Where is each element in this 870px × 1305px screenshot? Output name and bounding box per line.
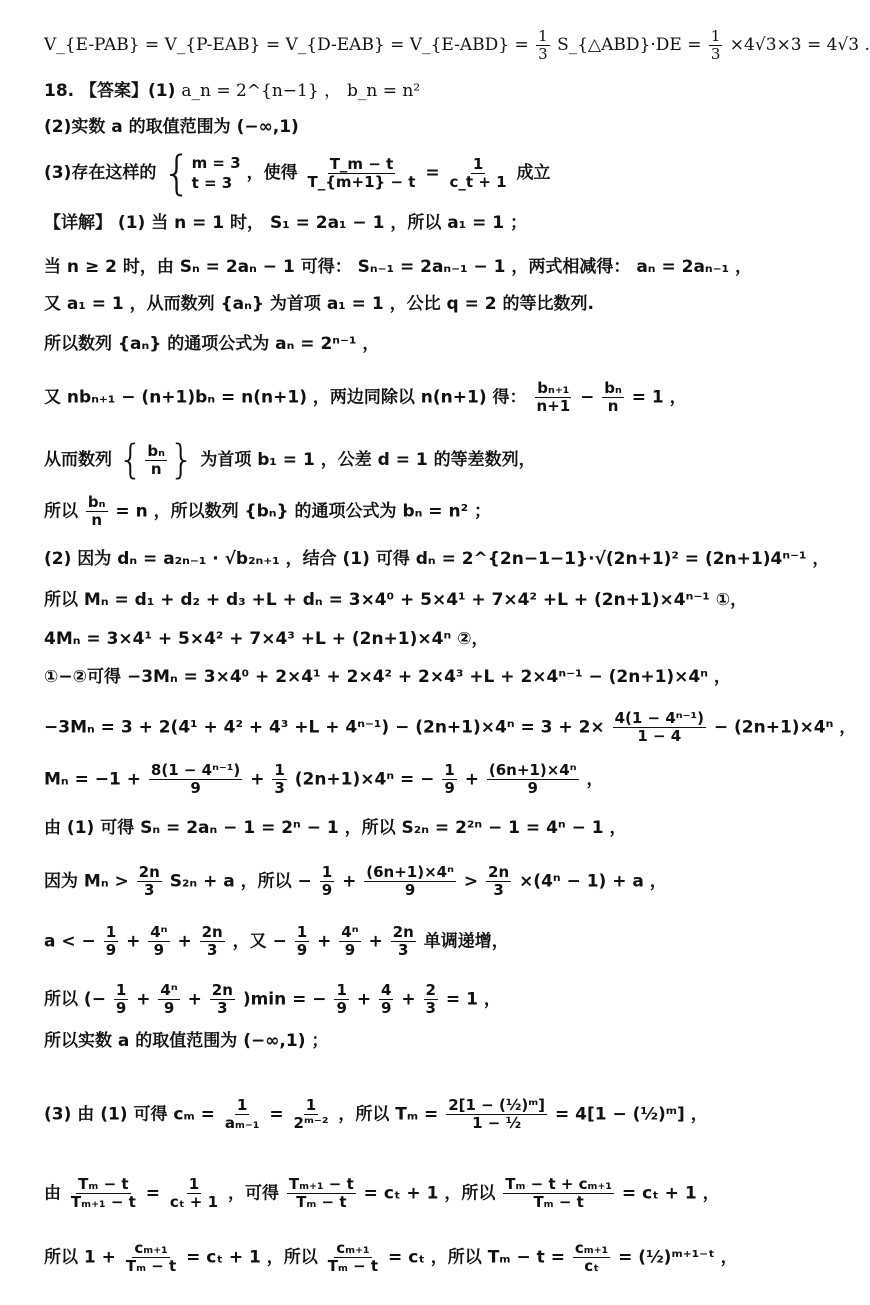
- q18-label: 18. 【答案】(1): [44, 81, 176, 101]
- answer-3-prefix: (3)存在这样的: [44, 163, 157, 183]
- q18-a-formula: a_n = 2^{n−1} ，: [181, 81, 342, 101]
- system-brace: { m = 3 t = 3: [162, 146, 241, 200]
- detail-line-4: 所以数列 {aₙ} 的通项公式为 aₙ = 2ⁿ⁻¹ ，: [44, 334, 380, 354]
- p2-line-11: 所以实数 a 的取值范围为 (−∞,1) ；: [44, 1031, 329, 1051]
- answer-2-line: (2)实数 a 的取值范围为 (−∞,1): [44, 117, 299, 137]
- detail-line-7: 所以 $\frac{\text{bₙ}}{n}$ = n ，所以数列 {bₙ} 的通项公式为 bₙ = n² ；: [44, 493, 491, 529]
- volume-equation-part3: ×4√3×3 = 4√3 .: [729, 35, 870, 55]
- p2-line-9: a < − $\frac{1}{9}$ + $\frac{\text{4ⁿ}}{9}$ + $\frac{2n}{3}$ ，又 − $\frac{1}{9}$ + $\frac{\text{4ⁿ}}{9}$ + $\frac{2n}{3}$ 单调递增，: [44, 923, 509, 959]
- detail-line-3: 又 a₁ = 1 ，从而数列 {aₙ} 为首项 a₁ = 1 ，公比 q = 2 的等比数列.: [44, 294, 594, 314]
- p3-line-2: 由 $\frac{\text{Tₘ − t}}{\text{Tₘ₊₁ − t}}$ = $\frac{1}{\text{cₜ + 1}}$ ，可得 $\frac{\text{Tₘ₊₁ − t}}{\text{Tₘ − t}}$ = cₜ + 1 ，所以 $\frac{\text{Tₘ − t + cₘ₊₁}}{\text{Tₘ − t}}$ = cₜ + 1 ，: [44, 1175, 720, 1211]
- p3-line-1: (3) 由 (1) 可得 cₘ = $\frac{1}{\text{aₘ₋₁}}$ = $\frac{1}{\text{2ᵐ⁻²}}$ ，所以 Tₘ = $\frac{\text{2[1 − (½)ᵐ]}}{\text{1 − ½}}$ = 4[1 − (½)ᵐ] ，: [44, 1096, 708, 1132]
- q18-answer-line: [44, 80, 780, 102]
- p2-line-4: ①−②可得 −3Mₙ = 3×4⁰ + 2×4¹ + 2×4² + 2×4³ +L + 2×4ⁿ⁻¹ − (2n+1)×4ⁿ ，: [44, 667, 731, 687]
- detail-line-1: 【详解】 (1) 当 n = 1 时， S₁ = 2a₁ − 1 ，所以 a₁ = 1 ；: [44, 213, 527, 233]
- p2-line-3: 4Mₙ = 3×4¹ + 5×4² + 7×4³ +L + (2n+1)×4ⁿ ②，: [44, 629, 489, 649]
- p2-line-5: −3Mₙ = 3 + 2(4¹ + 4² + 4³ +L + 4ⁿ⁻¹) − (2n+1)×4ⁿ = 3 + 2× $\frac{\text{4(1 − 4ⁿ⁻¹)}}{1 - 4}$ − (2n+1)×4ⁿ ，: [44, 709, 857, 745]
- p2-line-6: Mₙ = −1 + $\frac{\text{8(1 − 4ⁿ⁻¹)}}{9}$ + $\frac{1}{3}$ (2n+1)×4ⁿ = − $\frac{1}{9}$ + $\frac{\text{(6n+1)×4ⁿ}}{9}$ ，: [44, 761, 604, 797]
- volume-equation-line: [44, 27, 870, 63]
- volume-equation-part2: S_{△ABD}·DE =: [557, 35, 707, 55]
- fraction-1-3-b: $\frac{1}{3}$: [710, 27, 721, 63]
- fraction-1-3: $\frac{1}{3}$: [538, 27, 548, 63]
- p2-line-1: (2) 因为 dₙ = a₂ₙ₋₁ · √b₂ₙ₊₁ ，结合 (1) 可得 dₙ = 2^{2n−1−1}·√(2n+1)² = (2n+1)4ⁿ⁻¹ ，: [44, 549, 830, 569]
- p2-line-2: 所以 Mₙ = d₁ + d₂ + d₃ +L + dₙ = 3×4⁰ + 5×4¹ + 7×4² +L + (2n+1)×4ⁿ⁻¹ ①，: [44, 590, 748, 610]
- volume-equation-part1: V_{E-PAB} = V_{P-EAB} = V_{D-EAB} = V_{E-ABD} =: [44, 35, 535, 55]
- detail-line-6: 从而数列 { $\frac{\text{bₙ}}{n}$ } 为首项 b₁ = 1 ，公差 d = 1 的等差数列，: [44, 437, 536, 483]
- p2-line-8: 因为 Mₙ > $\frac{2n}{3}$ S₂ₙ + a ，所以 − $\frac{1}{9}$ + $\frac{\text{(6n+1)×4ⁿ}}{9}$ > $\frac{2n}{3}$ ×(4ⁿ − 1) + a ，: [44, 863, 667, 899]
- detail-line-5: 又 nbₙ₊₁ − (n+1)bₙ = n(n+1) ，两边同除以 n(n+1) 得： $\frac{\text{bₙ₊₁}}{n+1}$ − $\frac{\text{bₙ}}{n}$ = 1 ，: [44, 379, 687, 415]
- q18-b-formula: b_n = n²: [347, 81, 421, 101]
- p2-line-10: 所以 (− $\frac{1}{9}$ + $\frac{\text{4ⁿ}}{9}$ + $\frac{2n}{3}$ )min = − $\frac{1}{9}$ + $\frac{4}{9}$ + $\frac{2}{3}$ = 1 ，: [44, 981, 501, 1017]
- p3-line-3: 所以 1 + $\frac{\text{cₘ₊₁}}{\text{Tₘ − t}}$ = cₜ + 1 ，所以 $\frac{\text{cₘ₊₁}}{\text{Tₘ − t}}$ = cₜ ，所以 Tₘ − t = $\frac{\text{cₘ₊₁}}{\text{cₜ}}$ = (½)ᵐ⁺¹⁻ᵗ ，: [44, 1239, 738, 1275]
- detail-line-2: 当 n ≥ 2 时，由 Sₙ = 2aₙ − 1 可得： Sₙ₋₁ = 2aₙ₋₁ − 1 ，两式相减得： aₙ = 2aₙ₋₁ ，: [44, 257, 753, 277]
- answer-3-line: (3)存在这样的 { m = 3 t = 3 ，使得 $\frac{T\_m - t}{T\_\{m+1\} - t}$ = $\frac{1}{c\_t + 1}$ 成立: [44, 146, 551, 200]
- p2-line-7: 由 (1) 可得 Sₙ = 2aₙ − 1 = 2ⁿ − 1 ，所以 S₂ₙ = 2²ⁿ − 1 = 4ⁿ − 1 ，: [44, 818, 627, 838]
